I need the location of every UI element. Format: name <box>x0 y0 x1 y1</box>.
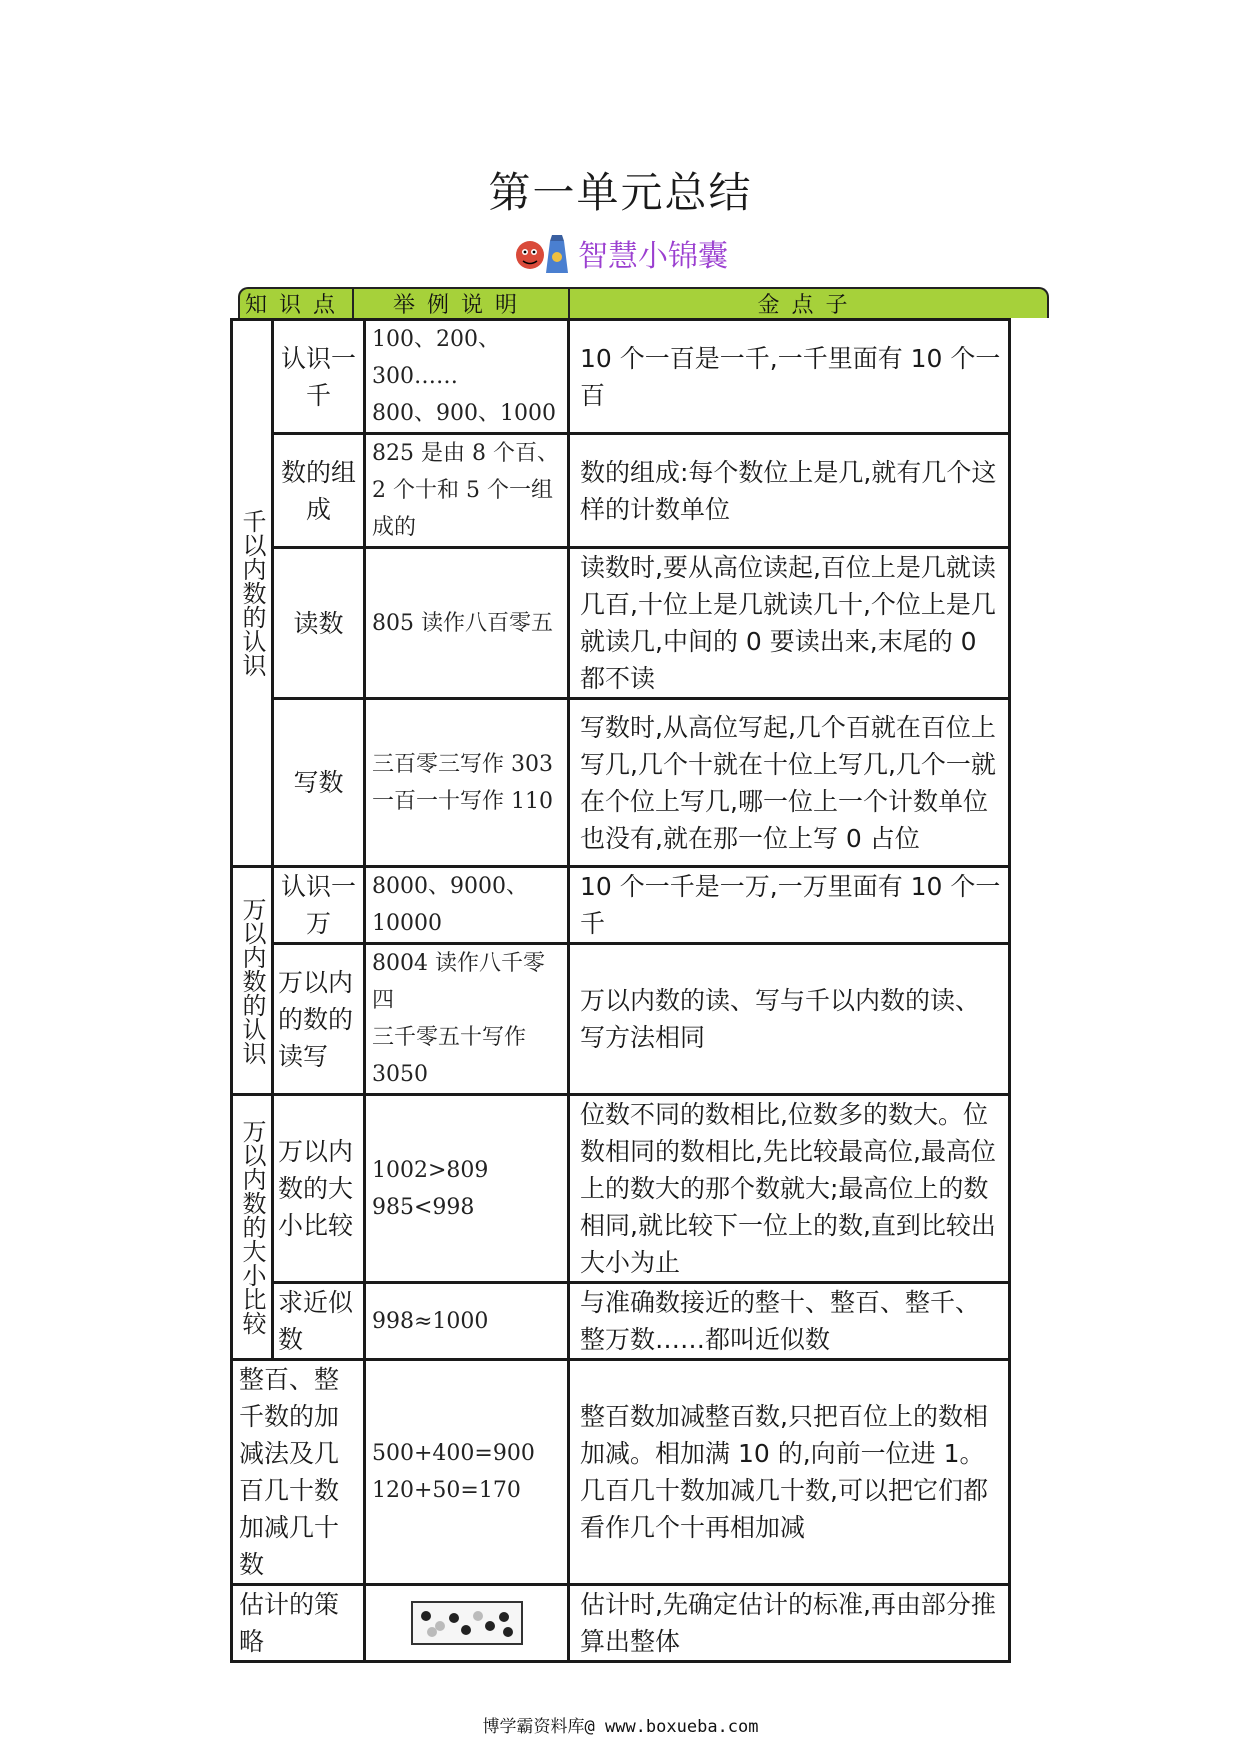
group-label-comparison: 万以内数的大小比较 <box>232 1095 273 1360</box>
knowledge-point: 万以内的数的读写 <box>273 944 365 1095</box>
example: 三百零三写作 303 一百一十写作 110 <box>365 699 569 867</box>
table-row <box>232 320 1010 434</box>
knowledge-point: 整百、整千数的加减法及几百几十数加减几十数 <box>232 1360 365 1585</box>
tip: 读数时,要从高位读起,百位上是几就读几百,十位上是几就读几十,个位上是几就读几,中间的 0 要读出来,末尾的 0 都不读 <box>569 548 1010 699</box>
header-tips: 金点子 <box>757 293 860 318</box>
header-knowledge-point: 知识点 <box>240 289 354 318</box>
tip: 与准确数接近的整十、整百、整千、整万数……都叫近似数 <box>569 1283 1010 1360</box>
table-row <box>232 944 1010 1095</box>
table-row <box>232 1585 1010 1662</box>
knowledge-point: 读数 <box>273 548 365 699</box>
table-header-bar <box>238 287 1049 318</box>
example: 805 读作八百零五 <box>365 548 569 699</box>
tip: 估计时,先确定估计的标准,再由部分推算出整体 <box>569 1585 1010 1662</box>
group-label-ten-thousand: 万以内数的认识 <box>232 867 273 1095</box>
tip: 数的组成:每个数位上是几,就有几个这样的计数单位 <box>569 434 1010 548</box>
page-title: 第一单元总结 <box>488 168 753 217</box>
example <box>365 1585 569 1662</box>
table-row <box>232 699 1010 867</box>
example: 998≈1000 <box>365 1283 569 1360</box>
knowledge-point: 数的组成 <box>273 434 365 548</box>
tip: 10 个一百是一千,一千里面有 10 个一百 <box>569 320 1010 434</box>
knowledge-point: 万以内数的大小比较 <box>273 1095 365 1283</box>
table-row <box>232 434 1010 548</box>
example: 825 是由 8 个百、2 个十和 5 个一组成的 <box>365 434 569 548</box>
tip: 整百数加减整百数,只把百位上的数相加减。相加满 10 的,向前一位进 1。几百几十数加减几十数,可以把它们都看作几个十再相加减 <box>569 1360 1010 1585</box>
summary-table <box>230 318 1011 1663</box>
footer-watermark: 博学霸资料库@ www.boxueba.com <box>482 1717 759 1737</box>
table-row <box>232 1095 1010 1283</box>
tip: 位数不同的数相比,位数多的数大。位数相同的数相比,先比较最高位,最高位上的数大的那个数就大;最高位上的数相同,就比较下一位上的数,直到比较出大小为止 <box>569 1095 1010 1283</box>
table-row <box>232 1360 1010 1585</box>
tip: 写数时,从高位写起,几个百就在百位上写几,几个十就在十位上写几,几个一就在个位上写几,哪一位上一个计数单位也没有,就在那一位上写 0 占位 <box>569 699 1010 867</box>
cartoon-mascot-icon <box>510 225 572 281</box>
summary-table-wrap <box>230 318 1008 1663</box>
example: 500+400=900 120+50=170 <box>365 1360 569 1585</box>
example: 8004 读作八千零四 三千零五十写作 3050 <box>365 944 569 1095</box>
beads-image <box>411 1601 523 1645</box>
table-row <box>232 548 1010 699</box>
table-row <box>232 1283 1010 1360</box>
knowledge-point: 求近似数 <box>273 1283 365 1360</box>
tip: 10 个一千是一万,一万里面有 10 个一千 <box>569 867 1010 944</box>
tip: 万以内数的读、写与千以内数的读、写方法相同 <box>569 944 1010 1095</box>
knowledge-point: 写数 <box>273 699 365 867</box>
example: 100、200、300…… 800、900、1000 <box>365 320 569 434</box>
example: 1002>809 985<998 <box>365 1095 569 1283</box>
knowledge-point: 认识一千 <box>273 320 365 434</box>
knowledge-point: 估计的策略 <box>232 1585 365 1662</box>
group-label-thousand: 千以内数的认识 <box>232 320 273 867</box>
table-row <box>232 867 1010 944</box>
subtitle: 智慧小锦囊 <box>578 239 728 274</box>
knowledge-point: 认识一万 <box>273 867 365 944</box>
header-example: 举例说明 <box>354 289 570 318</box>
subtitle-banner <box>510 225 728 281</box>
example: 8000、9000、10000 <box>365 867 569 944</box>
